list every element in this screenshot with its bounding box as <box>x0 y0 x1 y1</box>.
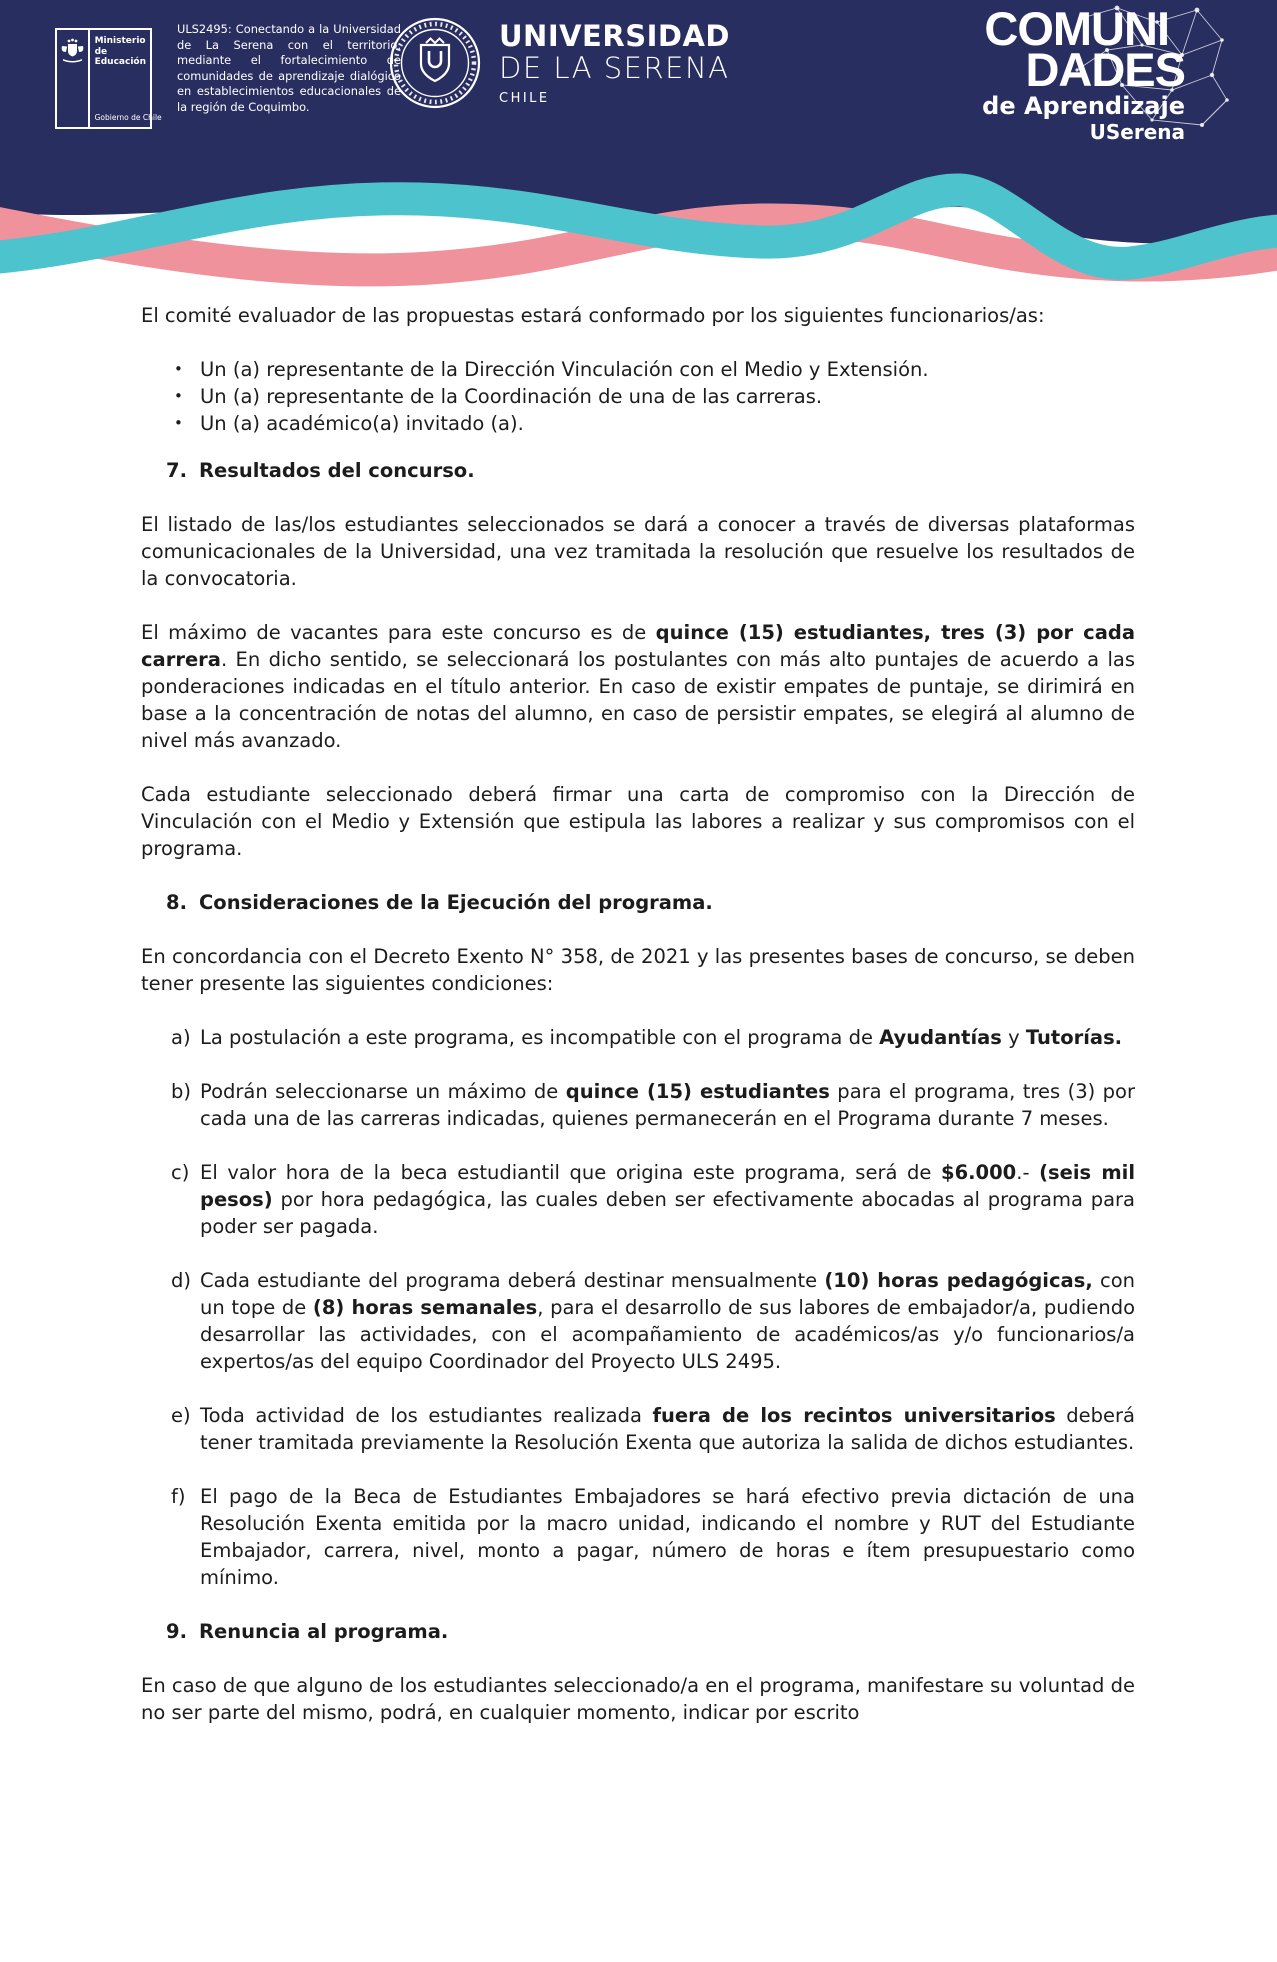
text-run: Toda actividad de los estudiantes realizada <box>200 1404 653 1427</box>
section-title: Renuncia al programa. <box>199 1620 449 1643</box>
letter-list <box>141 1024 1135 1591</box>
letter-text <box>200 1483 1135 1591</box>
text-run: , para el desarrollo de sus labores de embajador/a, pudiendo desarrollar las actividades, con el acompañamiento de académicos/as y/o funcionarios/a expertos/as del equipo Coordinador del Proyecto ULS 2495. <box>200 1296 1136 1373</box>
mineduc-emblem-cell <box>57 30 90 127</box>
text-run: La postulación a este programa, es incompatible con el programa de <box>200 1026 880 1049</box>
letter-item <box>141 1159 1135 1240</box>
bold-text-run: $6.000 <box>941 1161 1017 1184</box>
bullet-text: Un (a) académico(a) invitado (a). <box>200 412 524 435</box>
letter-text <box>200 1402 1135 1456</box>
bullet-item <box>141 410 1135 437</box>
bullet-marker: • <box>174 414 183 432</box>
text-run: El pago de la Beca de Estudiantes Embajadores se hará efectivo previa dictación de una Resolución Exenta emitida por la macro unidad, indicando el nombre y RUT del Estudiante Embajador, carrera, nivel, monto a pagar, número de horas e ítem presupuestario como mínimo. <box>200 1485 1135 1589</box>
text-run: En concordancia con el Decreto Exento N° 358, de 2021 y las presentes bases de concurso, se deben tener presente las siguientes condiciones: <box>141 945 1135 995</box>
section-title: Resultados del concurso. <box>199 459 475 482</box>
letter-item <box>141 1483 1135 1591</box>
university-name-line1: UNIVERSIDAD <box>499 19 730 53</box>
paragraph <box>141 943 1135 997</box>
mineduc-text-cell <box>90 30 162 127</box>
text-run: deberá tener tramitada previamente la Resolución Exenta que autoriza la salida de dichos estudiantes. <box>200 1404 1136 1454</box>
paragraph <box>141 511 1135 592</box>
paragraph <box>141 302 1135 329</box>
section-heading <box>141 889 1135 916</box>
bullet-text: Un (a) representante de la Coordinación de una de las carreras. <box>200 385 823 408</box>
comunidades-subtitle: de Aprendizaje <box>982 92 1185 120</box>
bold-text-run: (seis mil pesos) <box>200 1161 1136 1211</box>
bold-text-run: Tutorías. <box>1025 1026 1123 1049</box>
paragraph <box>141 1672 1135 1726</box>
bullet-item <box>141 356 1135 383</box>
text-run: con un tope de <box>200 1269 1135 1319</box>
letter-marker: c) <box>171 1161 190 1184</box>
bold-text-run: (8) horas semanales <box>312 1296 538 1319</box>
text-run: El máximo de vacantes para este concurso es de <box>141 621 656 644</box>
bullet-text: Un (a) representante de la Dirección Vinculación con el Medio y Extensión. <box>200 358 929 381</box>
comunidades-logo <box>982 2 1185 144</box>
section-title: Consideraciones de la Ejecución del programa. <box>199 891 713 914</box>
text-run: Podrán seleccionarse un máximo de <box>200 1080 566 1103</box>
mineduc-logo <box>55 28 162 129</box>
letter-item <box>141 1024 1135 1051</box>
text-run: En caso de que alguno de los estudiantes seleccionado/a en el programa, manifestare su voluntad de no ser parte del mismo, podrá, en cualquier momento, indicar por escrito <box>141 1674 1135 1724</box>
letter-marker: f) <box>171 1485 186 1508</box>
text-run: El listado de las/los estudiantes seleccionados se dará a conocer a través de diversas plataformas comunicacionales de la Universidad, una vez tramitada la resolución que resuelve los resultados de la convocatoria. <box>141 513 1135 590</box>
paragraph <box>141 781 1135 862</box>
bold-text-run: (10) horas pedagógicas, <box>824 1269 1093 1292</box>
section-number: 8. <box>166 891 187 914</box>
comunidades-brand: USerena <box>1089 120 1185 144</box>
letter-item <box>141 1402 1135 1456</box>
bullet-item <box>141 383 1135 410</box>
bullet-list <box>141 356 1135 437</box>
section-number: 7. <box>166 459 187 482</box>
letter-item <box>141 1078 1135 1132</box>
text-run: El comité evaluador de las propuestas estará conformado por los siguientes funcionarios/as: <box>141 304 1045 327</box>
text-run: . En dicho sentido, se seleccionará los postulantes con más alto puntajes de acuerdo a las ponderaciones indicadas en el título anterior. En caso de existir empates de puntaje, se dirimirá en base a la concentración de notas del alumno, en caso de persistir empates, se elegirá al alumno de nivel más avanzado. <box>141 648 1135 752</box>
userena-logo <box>388 16 730 110</box>
text-run: El valor hora de la beca estudiantil que origina este programa, será de <box>200 1161 941 1184</box>
comunidades-word-line1: COMUNI <box>984 2 1169 55</box>
letter-marker: e) <box>171 1404 191 1427</box>
ministry-name: Ministerio de Educación <box>94 36 147 67</box>
comunidades-word-line2: DADES <box>1025 43 1185 96</box>
section-heading <box>141 1618 1135 1645</box>
university-name-line2: DE LA SERENA <box>499 51 730 85</box>
university-country: CHILE <box>499 91 550 106</box>
section-number: 9. <box>166 1620 187 1643</box>
letter-marker: b) <box>171 1080 191 1103</box>
bullet-marker: • <box>174 360 183 378</box>
letter-marker: a) <box>171 1026 191 1049</box>
text-run: para el programa, tres (3) por cada una de las carreras indicadas, quienes permanecerán en el Programa durante 7 meses. <box>200 1080 1136 1130</box>
bold-text-run: quince (15) estudiantes, tres (3) por cada carrera <box>141 621 1136 671</box>
bold-text-run: quince (15) estudiantes <box>565 1080 830 1103</box>
letter-marker: d) <box>171 1269 191 1292</box>
bullet-marker: • <box>174 387 183 405</box>
project-description: ULS2495: Conectando a la Universidad de La Serena con el territorio, mediante el fortalecimiento de comunidades de aprendizaje dialógico en establecimientos educacionales de la región de Coquimbo. <box>177 22 401 114</box>
letter-item <box>141 1267 1135 1375</box>
text-run: Cada estudiante del programa deberá destinar mensualmente <box>200 1269 825 1292</box>
paragraph <box>141 619 1135 754</box>
page-header <box>0 0 1277 300</box>
text-run: Cada estudiante seleccionado deberá firmar una carta de compromiso con la Dirección de Vinculación con el Medio y Extensión que estipula las labores a realizar y sus compromisos con el programa. <box>141 783 1135 860</box>
letter-text <box>200 1267 1135 1375</box>
text-run: .- <box>1016 1161 1040 1184</box>
letter-text <box>200 1159 1135 1240</box>
letter-text <box>200 1024 1135 1051</box>
document-body <box>0 300 1277 1726</box>
userena-wordmark <box>499 20 730 106</box>
text-run: por hora pedagógica, las cuales deben ser efectivamente abocadas al programa para poder ser pagada. <box>200 1188 1135 1238</box>
bold-text-run: Ayudantías <box>879 1026 1002 1049</box>
section-heading <box>141 457 1135 484</box>
text-run: y <box>1001 1026 1026 1049</box>
letter-text <box>200 1078 1135 1132</box>
bold-text-run: fuera de los recintos universitarios <box>652 1404 1056 1427</box>
government-label: Gobierno de Chile <box>94 113 162 122</box>
userena-seal-icon <box>388 16 482 110</box>
chile-coat-of-arms-icon <box>60 38 85 64</box>
